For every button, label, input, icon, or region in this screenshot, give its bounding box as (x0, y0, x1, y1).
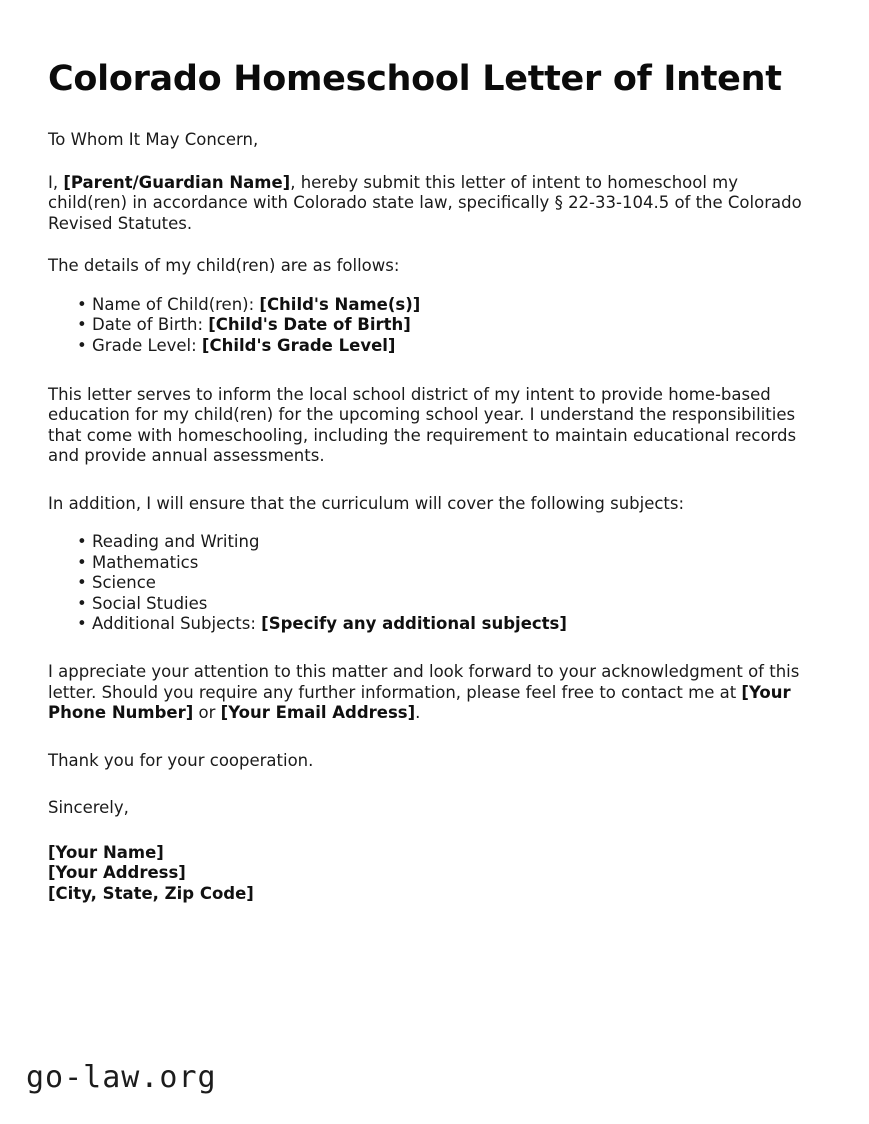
intro-prefix: I, (48, 172, 64, 192)
salutation-text: To Whom It May Concern, (48, 130, 259, 150)
bullet-icon: • (77, 315, 87, 335)
closing-paragraph (48, 662, 820, 724)
email-address-placeholder: [Your Email Address] (220, 703, 416, 723)
list-item-label: Name of Child(ren): (92, 294, 260, 314)
bullet-icon: • (77, 552, 87, 572)
closing-part-1: I appreciate your attention to this matter and look forward to your acknowledgment of this letter. Should you require any further information, please feel free to contact me at (48, 662, 800, 702)
signature-city-state-zip-placeholder: [City, State, Zip Code] (48, 883, 254, 903)
list-item-value: [Child's Grade Level] (201, 335, 396, 355)
sign-off-text: Sincerely, (48, 798, 129, 818)
list-item-label: Date of Birth: (92, 315, 209, 335)
intro-paragraph (48, 173, 820, 235)
watermark-logo: go-law.org (26, 1060, 217, 1095)
list-item (48, 573, 820, 594)
list-item-value: [Specify any additional subjects] (261, 614, 567, 634)
bullet-icon: • (77, 593, 87, 613)
intro-suffix: , hereby submit this letter of intent to homeschool my child(ren) in accordance with Colorado state law, specifically § 22-33-104.5 of the Colorado Revised Statutes. (48, 172, 802, 233)
list-item (48, 553, 820, 574)
list-item-value: [Child's Date of Birth] (208, 315, 411, 335)
child-details-list (48, 295, 820, 357)
bullet-icon: • (77, 614, 87, 634)
signature-block (48, 843, 820, 905)
page-title: Colorado Homeschool Letter of Intent (48, 59, 782, 99)
document-content (48, 0, 820, 904)
bullet-icon: • (77, 532, 87, 552)
closing-part-2: . (415, 703, 421, 723)
list-item-label: Additional Subjects: (92, 614, 262, 634)
body-paragraph-1: This letter serves to inform the local school district of my intent to provide home-based education for my child(ren) for the upcoming school year. I understand the responsibilities that come with homeschooling, including the requirement to maintain educational records and provide annual assessments. (48, 384, 797, 466)
child-details-lead: The details of my child(ren) are as follows: (48, 256, 400, 276)
subjects-list (48, 532, 820, 635)
list-item (48, 532, 820, 553)
list-item (48, 594, 820, 615)
list-item (48, 614, 820, 635)
thanks-text: Thank you for your cooperation. (48, 750, 314, 770)
list-item (48, 315, 820, 336)
list-item-value: [Child's Name(s)] (259, 294, 421, 314)
list-item (48, 295, 820, 316)
bullet-icon: • (77, 294, 87, 314)
subjects-lead: In addition, I will ensure that the curriculum will cover the following subjects: (48, 493, 685, 513)
list-item (48, 336, 820, 357)
bullet-icon: • (77, 335, 87, 355)
list-item-label: Science (92, 573, 156, 593)
parent-guardian-name-placeholder: [Parent/Guardian Name] (63, 172, 291, 192)
list-item-label: Grade Level: (92, 335, 202, 355)
signature-name-placeholder: [Your Name] (48, 842, 164, 862)
closing-conjunction: or (193, 703, 221, 723)
list-item-label: Mathematics (92, 552, 199, 572)
bullet-icon: • (77, 573, 87, 593)
signature-address-placeholder: [Your Address] (48, 863, 186, 883)
phone-number-placeholder: [Your Phone Number] (48, 682, 791, 723)
list-item-label: Reading and Writing (92, 532, 260, 552)
list-item-label: Social Studies (92, 593, 208, 613)
